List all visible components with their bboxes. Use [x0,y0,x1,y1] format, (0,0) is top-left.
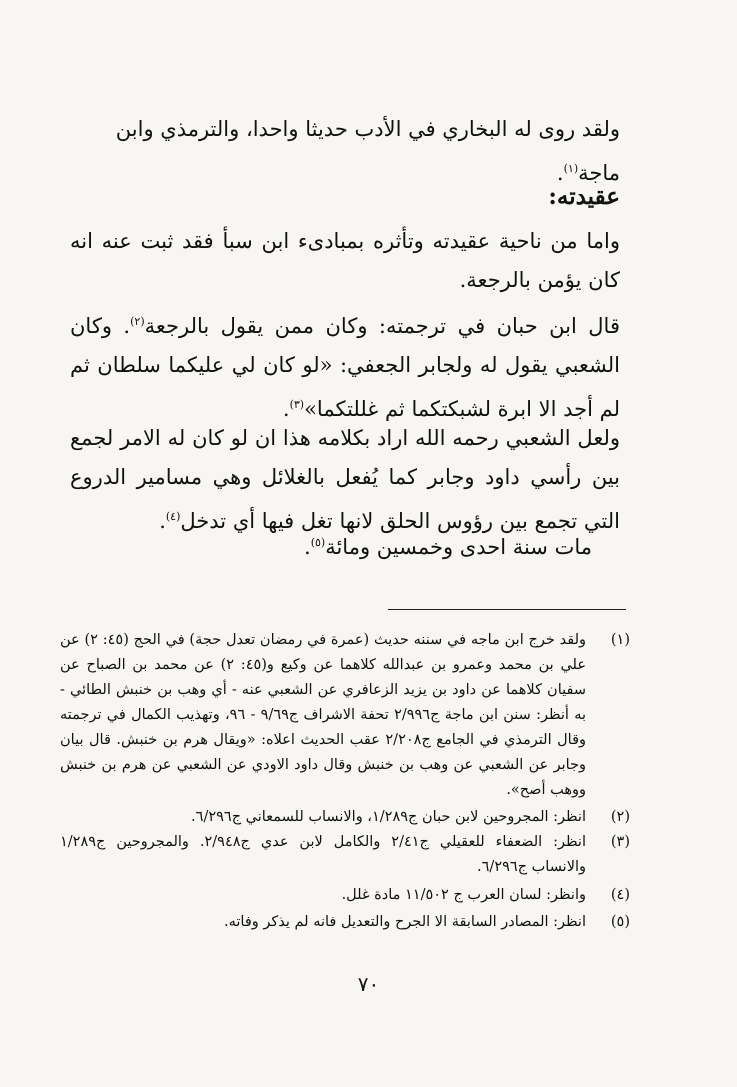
footnote-4 [60,883,630,908]
heading-text: عقيدته: [548,183,620,210]
paragraph-text: ولقد روى له البخاري في الأدب حديثا واحدا، والترمذي وابن [115,117,620,141]
paragraph-narration: ولقد روى له البخاري في الأدب حديثا واحدا، والترمذي وابن ماجة$^{(١)}$. [115,117,620,185]
footnote-3 [60,830,630,880]
footnote-number: (١) [610,632,630,648]
footnote-number: (٤) [610,887,630,903]
footnote-ref: (٥) [310,536,326,549]
footnote-1 [60,628,630,803]
footnote-number: (٥) [610,914,630,930]
footnote-text: وانظر: لسان العرب ج ١١/٥٠٢ مادة غلل. [341,887,586,903]
paragraph-belief [70,222,620,300]
paragraph-text: ولعل الشعبي رحمه الله اراد بكلامه هذا ان لو كان له الامر لجمع بين رأسي داود وجابر كما يُفعل بالغلائل وهي مسامير الدروع التي تجمع بين رؤوس الحلق لانها تغل فيها أي تدخل [70,426,620,533]
footnote-2 [60,805,630,830]
footnote-text: انظر: الضعفاء للعقيلي ج٢/٤١ والكامل لابن عدي ج٢/٩٤٨. والمجروحين ج١/٢٨٩ والانساب ج٦/٢٩٦. [60,834,587,875]
footnote-ref: (٣) [289,398,305,411]
footnote-text: انظر: المجروحين لابن حبان ج١/٢٨٩، والانساب للسمعاني ج٦/٢٩٦. [191,809,586,825]
paragraph-text: . وكان الشعبي يقول له ولجابر الجعفي: «لو كان لي عليكما سلطان ثم لم أجد الا ابرة لشبكتكما ثم غللتكما» [70,314,620,421]
footnote-ref: (٤) [165,510,181,523]
paragraph-death: مات سنة احدى وخمسين ومائة$^{(٥)}$. [304,535,592,559]
paragraph-text: واما من ناحية عقيدته وتأثره بمبادىء ابن سبأ فقد ثبت عنه انه كان يؤمن بالرجعة. [70,229,620,292]
paragraph-text: ماجة [578,161,620,185]
paragraph-text: مات سنة احدى وخمسين ومائة [325,535,592,559]
paragraph-shabi: ولعل الشعبي رحمه الله اراد بكلامه هذا ان لو كان له الامر لجمع بين رأسي داود وجابر كما يُفعل بالغلائل وهي مسامير الدروع التي تجمع بين رؤوس الحلق لانها تغل فيها أي تدخل$^{(٤)}$. [70,426,620,533]
page-number: ٧٠ [357,972,380,996]
paragraph-text: قال ابن حبان في ترجمته: وكان ممن يقول بالرجعة [144,314,620,338]
paragraph-ibn-hibban: قال ابن حبان في ترجمته: وكان ممن يقول بالرجعة$^{(٢)}$. وكان الشعبي يقول له ولجابر الجعفي: «لو كان لي عليكما سلطان ثم لم أجد الا ابرة لشبكتكما ثم غللتكما»$^{(٣)}$. [70,314,620,421]
footnote-number: (٣) [610,834,630,850]
footnote-number: (٢) [610,809,630,825]
footnote-text: ولقد خرج ابن ماجه في سننه حديث (عمرة في رمضان تعدل حجة) في الحج (٤٥: ٢) عن علي بن محمد وعمرو بن عبدالله كلاهما عن وكيع و(٤٥: ٢) عن محمد بن الصباح عن سفيان كلاهما عن داود بن يزيد الزعافري عن الشعبي عنه - أي وهب بن خنبش الطائي - به أنظر: سنن ابن ماجة ج٢/٩٩٦ تحفة الاشراف ج٩/٦٩ - ٩٦، وتهذيب الكمال في ترجمته وقال الترمذي في الجامع ج٢/٢٠٨ عقب الحديث اعلاه: «ويقال هرم بن خنبش. قال بيان وجابر عن الشعبي عن وهب بن خنبش وقال داود الاودي عن الشعبي عن هرم بن خنبش ووهب أصح». [60,632,586,798]
footnote-ref: (١) [563,162,579,175]
footnote-5 [60,910,630,935]
footnote-text: انظر: المصادر السابقة الا الجرح والتعديل فانه لم يذكر وفاته. [223,914,586,930]
section-heading [70,181,620,213]
footnote-ref: (٢) [130,315,145,328]
footnote-separator [388,609,626,610]
